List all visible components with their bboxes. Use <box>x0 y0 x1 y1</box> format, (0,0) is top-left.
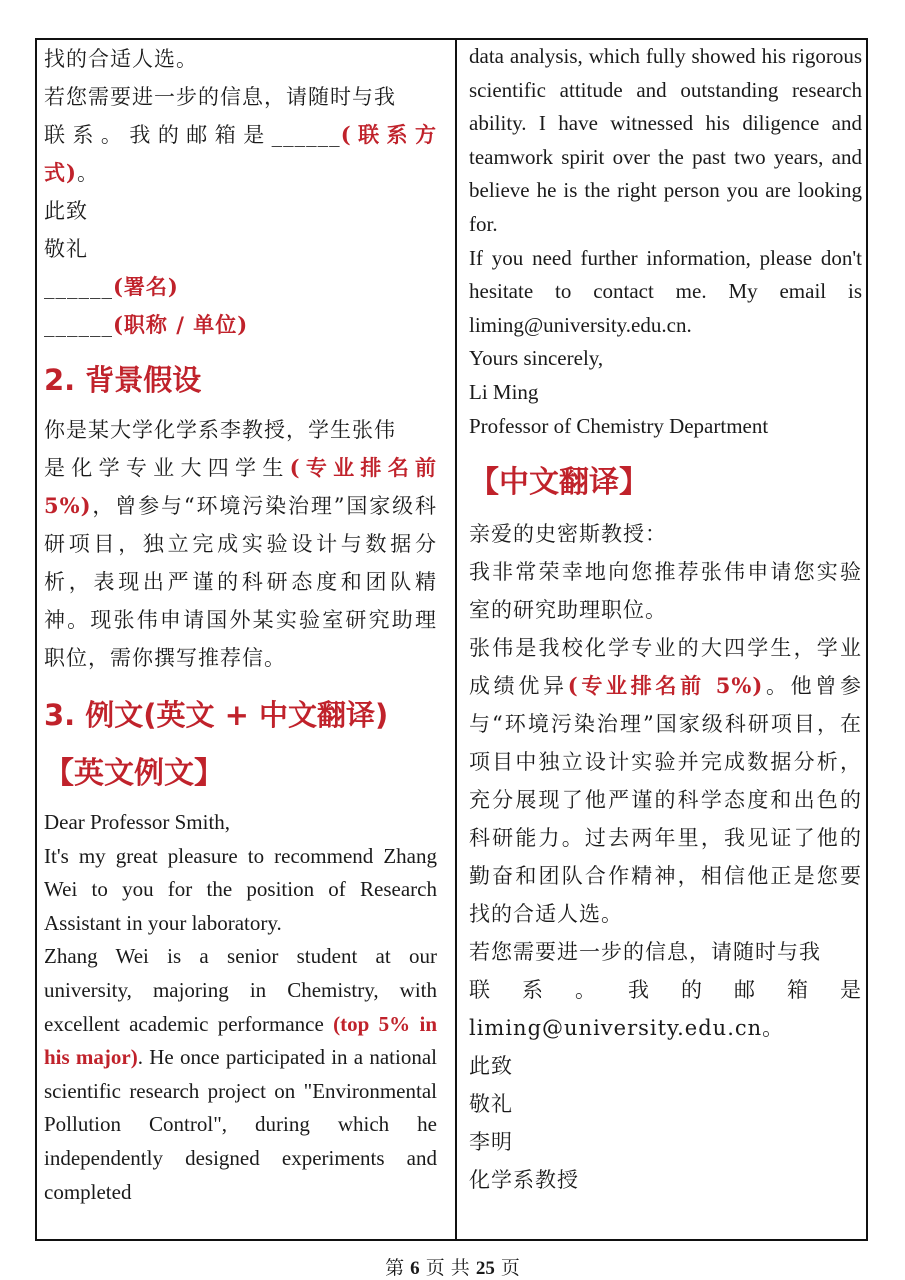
zh-closing-2: 敬礼 <box>469 1092 513 1117</box>
right-column <box>469 40 862 1199</box>
closing-line-1: 此致 <box>44 199 88 223</box>
contact-paragraph-line1: 若您需要进一步的信息，请随时与我 <box>44 85 396 109</box>
column-divider <box>455 38 457 1241</box>
english-sample-heading: 【英文例文】 <box>44 756 224 791</box>
contact-paragraph-line3: 式)。 <box>44 160 99 185</box>
en-paragraph-1: It's my great pleasure to recommend Zhang Wei to you for the position of Research Assistant in your laboratory. <box>44 843 437 935</box>
zh-paragraph-3-line2: 联系。我的邮箱是 <box>469 978 862 1003</box>
background-line1: 你是某大学化学系李教授，学生张伟 <box>44 418 396 442</box>
left-column <box>44 40 437 1209</box>
background-line2: 是化学专业大四学生(专业排名前 <box>44 455 438 480</box>
section-2-heading: 2. 背景假设 <box>44 363 202 397</box>
en-paragraph-3: If you need further information, please don't hesitate to contact me. My email is liming@university.edu.cn. <box>469 245 862 337</box>
letter-continuation: 找的合适人选。 <box>44 47 198 71</box>
zh-paragraph-2: 张伟是我校化学专业的大四学生，学业成绩优异(专业排名前 5%)。他曾参与“环境污染治理”国家级科研项目，在项目中独立设计实验并完成数据分析，充分展现了他严谨的科学态度和出色的科研能力。过去两年里，我见证了他的勤奋和团队合作精神，相信他正是您要找的合适人选。 <box>469 636 863 927</box>
en-paragraph-2-continued: data analysis, which fully showed his rigorous scientific attitude and outstanding research ability. I have witnessed his diligence and teamwork spirit over the past two years, and believe he is the right person you are looking for. <box>469 44 862 236</box>
zh-signature-title: 化学系教授 <box>469 1168 579 1193</box>
zh-signature-name: 李明 <box>469 1130 513 1155</box>
title-unit-line: ______(职称 / 单位) <box>44 312 249 337</box>
en-closing: Yours sincerely, <box>469 346 604 371</box>
en-salutation: Dear Professor Smith, <box>44 810 231 834</box>
zh-paragraph-3-line3: liming@university.edu.cn。 <box>469 1016 785 1041</box>
zh-paragraph-3-line1: 若您需要进一步的信息，请随时与我 <box>469 940 821 965</box>
section-3-heading: 3. 例文(英文 + 中文翻译) <box>44 698 389 732</box>
en-signature-title: Professor of Chemistry Department <box>469 413 769 438</box>
chinese-translation-heading: 【中文翻译】 <box>469 465 649 501</box>
contact-paragraph-line2: 联系。我的邮箱是______(联系方 <box>44 122 438 147</box>
zh-closing-1: 此致 <box>469 1054 513 1079</box>
en-paragraph-2: Zhang Wei is a senior student at our university, majoring in Chemistry, with excellent academic performance (top 5% in his major). He once participated in a national scientific research project on "Environmental Pollution Control", during which he independently designed experiments and completed <box>44 944 437 1204</box>
zh-paragraph-1: 我非常荣幸地向您推荐张伟申请您实验室的研究助理职位。 <box>469 560 862 623</box>
closing-line-2: 敬礼 <box>44 237 88 261</box>
en-signature-name: Li Ming <box>469 379 539 404</box>
background-rest: 5%)，曾参与“环境污染治理”国家级科研项目，独立完成实验设计与数据分析，表现出严谨的科研态度和团队精神。现张伟申请国外某实验室研究助理职位，需你撰写推荐信。 <box>44 493 437 670</box>
signature-line: ______(署名) <box>44 274 179 299</box>
total-page-number: 25 <box>475 1258 495 1279</box>
zh-salutation: 亲爱的史密斯教授： <box>469 522 667 547</box>
page-number-footer: 第 6 页 共 25 页 <box>385 1257 520 1279</box>
current-page-number: 6 <box>410 1258 420 1279</box>
